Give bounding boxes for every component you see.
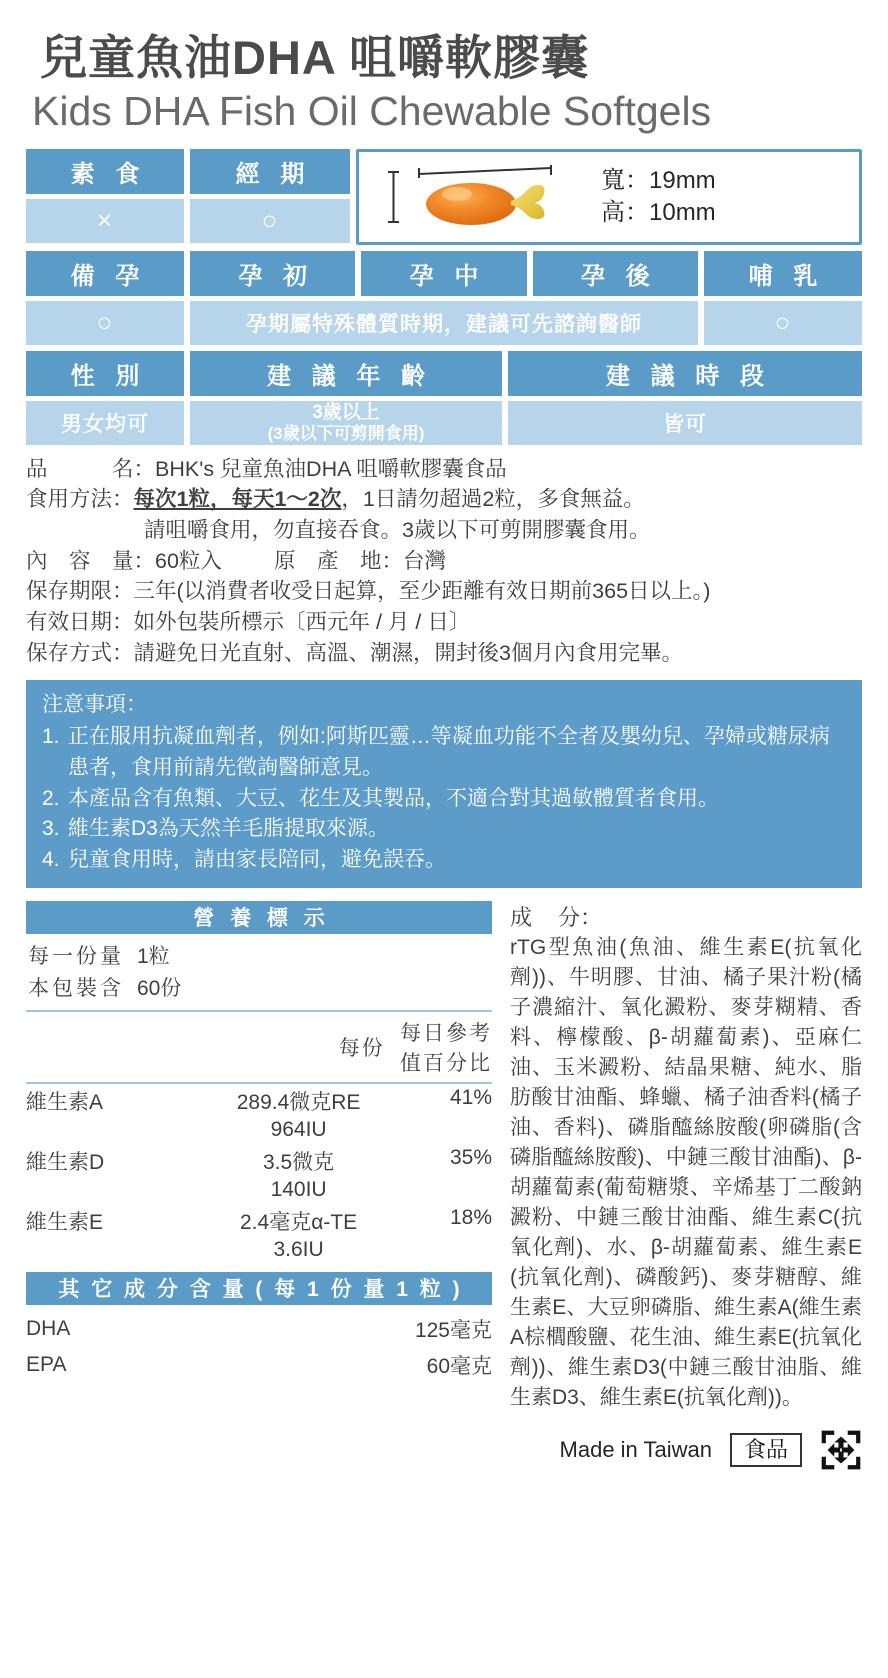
width-dimension-line bbox=[415, 165, 555, 178]
capsule-width-label: 寬：19mm bbox=[601, 167, 716, 195]
nutrient-dv: 41% bbox=[449, 1085, 492, 1109]
table-row-sub bbox=[26, 1238, 492, 1264]
height-dimension-line bbox=[387, 169, 400, 225]
value-content: 60粒入 bbox=[155, 548, 222, 573]
serving-size-value: 1粒 bbox=[137, 944, 170, 968]
spec-header-menstruation: 經 期 bbox=[190, 149, 350, 194]
detail-usage bbox=[26, 484, 862, 515]
spec-header-timing: 建 議 時 段 bbox=[508, 351, 862, 396]
ingredients-column bbox=[510, 901, 862, 1471]
spec-value-age bbox=[190, 401, 502, 445]
spec-value-preconception: ○ bbox=[26, 301, 184, 345]
product-details bbox=[26, 454, 862, 669]
spec-value-age-line1: 3歲以上 bbox=[312, 402, 380, 424]
nutrient-amount: 289.4微克RE bbox=[236, 1090, 361, 1114]
label-content: 內 容 量： bbox=[26, 548, 156, 573]
notice-item-text: 本產品含有魚類、大豆、花生及其製品，不適合對其過敏體質者食用。 bbox=[68, 786, 719, 810]
table-row bbox=[26, 1144, 492, 1178]
nutrient-name: 維生素E bbox=[26, 1210, 104, 1234]
spec-header-mid-pregnancy: 孕 中 bbox=[361, 251, 526, 296]
label-usage: 食用方法： bbox=[26, 487, 134, 512]
table-row bbox=[26, 1083, 492, 1118]
table-row bbox=[26, 1347, 492, 1383]
value-shelf-life: 三年(以消費者收受日起算，至少距離有效日期前365日以上。) bbox=[133, 579, 711, 604]
serving-size-label: 每一份量 bbox=[28, 944, 124, 968]
notice-item-number: 2. bbox=[42, 786, 60, 810]
notice-item-number: 3. bbox=[42, 817, 60, 841]
spec-header-age: 建 議 年 齡 bbox=[190, 351, 502, 396]
fish-softgel-icon bbox=[419, 179, 557, 227]
notice-heading: 注意事項： bbox=[42, 692, 147, 716]
spec-cell-lactation bbox=[704, 251, 862, 345]
notice-item-number: 1. bbox=[42, 725, 60, 749]
capsule-dimension-panel bbox=[356, 149, 862, 245]
nutrient-name: 維生素A bbox=[26, 1090, 104, 1114]
servings-value: 60份 bbox=[137, 977, 182, 1001]
capsule-image bbox=[371, 155, 581, 239]
spec-value-pregnancy-note: 孕期屬特殊體質時期，建議可先諮詢醫師 bbox=[190, 301, 698, 345]
spec-header-vegetarian: 素 食 bbox=[26, 149, 184, 194]
servings-per-pack-row bbox=[28, 973, 492, 1006]
spec-cell-age bbox=[190, 351, 502, 445]
nutrient-amount-iu: 140IU bbox=[270, 1177, 327, 1201]
nutrient-dv: 18% bbox=[449, 1205, 492, 1229]
other-name: DHA bbox=[26, 1316, 71, 1340]
notice-item bbox=[42, 784, 846, 815]
notice-item bbox=[42, 722, 846, 783]
spec-grid bbox=[26, 149, 862, 445]
spec-header-preconception: 備 孕 bbox=[26, 251, 184, 296]
spec-cell-vegetarian bbox=[26, 149, 184, 245]
table-row bbox=[26, 1204, 492, 1238]
spec-cell-pregnancy-group bbox=[190, 251, 698, 345]
table-row-sub bbox=[26, 1178, 492, 1204]
page-title-cn: 兒童魚油DHA 咀嚼軟膠囊 bbox=[40, 31, 590, 84]
other-name: EPA bbox=[26, 1352, 67, 1376]
made-in-taiwan-text: Made in Taiwan bbox=[559, 1436, 712, 1462]
page-title-en: Kids DHA Fish Oil Chewable Softgels bbox=[32, 87, 712, 134]
notice-item bbox=[42, 845, 846, 876]
nutrition-column bbox=[26, 901, 492, 1471]
spec-value-vegetarian: × bbox=[26, 199, 184, 243]
notice-item bbox=[42, 814, 846, 845]
table-row bbox=[26, 1311, 492, 1347]
label-expiry: 有效日期： bbox=[26, 610, 134, 635]
nutrient-amount-iu: 964IU bbox=[270, 1117, 327, 1141]
ingredients-text: rTG型魚油(魚油、維生素E(抗氧化劑))、牛明膠、甘油、橘子果汁粉(橘子濃縮汁、氧化澱粉、麥芽糊精、香料、檸檬酸、β-胡蘿蔔素)、亞麻仁油、玉米澱粉、結晶果糖、純水、脂肪酸甘油酯、蜂蠟、橘子油香料(橘子油、香料)、磷脂醯絲胺酸(卵磷脂(含磷脂醯絲胺酸)、中鏈三酸甘油酯)、β-胡蘿蔔素(葡萄糖漿、辛烯基丁二酸鈉澱粉、中鏈三酸甘油酯、維生素C(抗氧化劑)、水、β-胡蘿蔔素、維生素E(抗氧化劑)、磷酸鈣)、麥芽糖醇、維生素E、大豆卵磷脂、維生素A(維生素A棕櫚酸鹽、花生油、維生素E(抗氧化劑))、維生素D3(中鏈三酸甘油脂、維生素D3、維生素E(抗氧化劑))。 bbox=[510, 935, 862, 1409]
ingredients-heading-a: 成 bbox=[510, 904, 559, 930]
serving-size-row bbox=[28, 941, 492, 974]
capsule-dimension-text bbox=[601, 165, 716, 227]
label-origin: 原 產 地： bbox=[273, 548, 403, 573]
detail-shelf-life bbox=[26, 576, 862, 607]
col-per-serving: 每份 bbox=[212, 1011, 384, 1083]
spec-row-2 bbox=[26, 251, 862, 345]
detail-product-name bbox=[26, 454, 862, 485]
notice-box bbox=[26, 680, 862, 888]
nutrient-amount: 3.5微克 bbox=[262, 1150, 335, 1174]
value-origin: 台灣 bbox=[402, 548, 446, 573]
notice-list bbox=[42, 722, 846, 875]
other-content-bar: 其 它 成 分 含 量 ( 每 1 份 量 1 粒 ) bbox=[26, 1272, 492, 1305]
notice-item-text: 正在服用抗凝血劑者，例如:阿斯匹靈…等凝血功能不全者及嬰幼兒、孕婦或糖尿病患者，食用前請先徵詢醫師意見。 bbox=[68, 725, 830, 779]
spec-value-lactation: ○ bbox=[704, 301, 862, 345]
label-product-name: 品 名： bbox=[26, 456, 156, 481]
spec-header-gender: 性 別 bbox=[26, 351, 184, 396]
detail-expiry bbox=[26, 607, 862, 638]
spec-row-1 bbox=[26, 149, 862, 245]
value-usage-rest: ，1日請勿超過2粒，多食無益。 bbox=[341, 487, 645, 512]
other-value: 125毫克 bbox=[414, 1318, 492, 1342]
table-row-sub bbox=[26, 1118, 492, 1144]
detail-content-origin bbox=[26, 546, 862, 577]
nutrient-amount: 2.4毫克α-TE bbox=[240, 1210, 358, 1234]
notice-item-text: 維生素D3為天然羊毛脂提取來源。 bbox=[68, 817, 389, 841]
detail-storage bbox=[26, 638, 862, 669]
spec-row-3 bbox=[26, 351, 862, 445]
spec-cell-preconception bbox=[26, 251, 184, 345]
label-storage: 保存方式： bbox=[26, 640, 134, 665]
value-storage: 請避免日光直射、高溫、潮濕，開封後3個月內食用完畢。 bbox=[133, 640, 683, 665]
ingredients-heading bbox=[510, 901, 862, 932]
spec-cell-menstruation bbox=[190, 149, 350, 245]
ingredients-heading-b: 分： bbox=[558, 904, 603, 930]
other-content-table bbox=[26, 1311, 492, 1383]
other-value: 60毫克 bbox=[426, 1354, 492, 1378]
spec-header-early-pregnancy: 孕 初 bbox=[190, 251, 355, 296]
nutrition-table-header-row bbox=[26, 1011, 492, 1083]
spec-value-age-line2: (3歲以下可剪開食用) bbox=[267, 423, 425, 443]
value-usage-bold: 每次1粒，每天1～2次 bbox=[133, 487, 342, 512]
product-label-page bbox=[0, 32, 888, 1678]
spec-value-timing: 皆可 bbox=[508, 401, 862, 445]
nutrient-dv: 35% bbox=[449, 1145, 492, 1169]
spec-cell-gender bbox=[26, 351, 184, 445]
value-expiry: 如外包裝所標示〔西元年 / 月 / 日〕 bbox=[133, 610, 471, 635]
nutrition-facts-bar: 營 養 標 示 bbox=[26, 901, 492, 934]
col-daily-value: 每日參考值百分比 bbox=[385, 1011, 492, 1083]
capsule-height-label: 高：10mm bbox=[601, 198, 716, 226]
spec-header-lactation: 哺 乳 bbox=[704, 251, 862, 296]
notice-item-number: 4. bbox=[42, 847, 60, 871]
value-product-name: BHK's 兒童魚油DHA 咀嚼軟膠囊食品 bbox=[155, 456, 507, 481]
nutrition-table bbox=[26, 1010, 492, 1264]
spec-value-gender: 男女均可 bbox=[26, 401, 184, 445]
recycle-mark-icon bbox=[820, 1429, 862, 1471]
bottom-section bbox=[26, 901, 862, 1471]
label-footer bbox=[510, 1429, 862, 1471]
label-shelf-life: 保存期限： bbox=[26, 579, 134, 604]
spec-value-menstruation: ○ bbox=[190, 199, 350, 243]
value-usage-line2: 請咀嚼食用，勿直接吞食。3歲以下可剪開膠囊食用。 bbox=[144, 518, 651, 542]
servings-label: 本包裝含 bbox=[28, 977, 124, 1001]
spec-cell-timing bbox=[508, 351, 862, 445]
detail-usage-line2 bbox=[26, 515, 862, 546]
spec-header-late-pregnancy: 孕 後 bbox=[533, 251, 698, 296]
notice-item-text: 兒童食用時，請由家長陪同，避免誤吞。 bbox=[68, 847, 446, 871]
nutrient-name: 維生素D bbox=[26, 1150, 105, 1174]
nutrient-amount-iu: 3.6IU bbox=[273, 1237, 324, 1261]
food-category-mark: 食品 bbox=[730, 1433, 802, 1467]
nutrition-serving-info bbox=[28, 941, 492, 1006]
